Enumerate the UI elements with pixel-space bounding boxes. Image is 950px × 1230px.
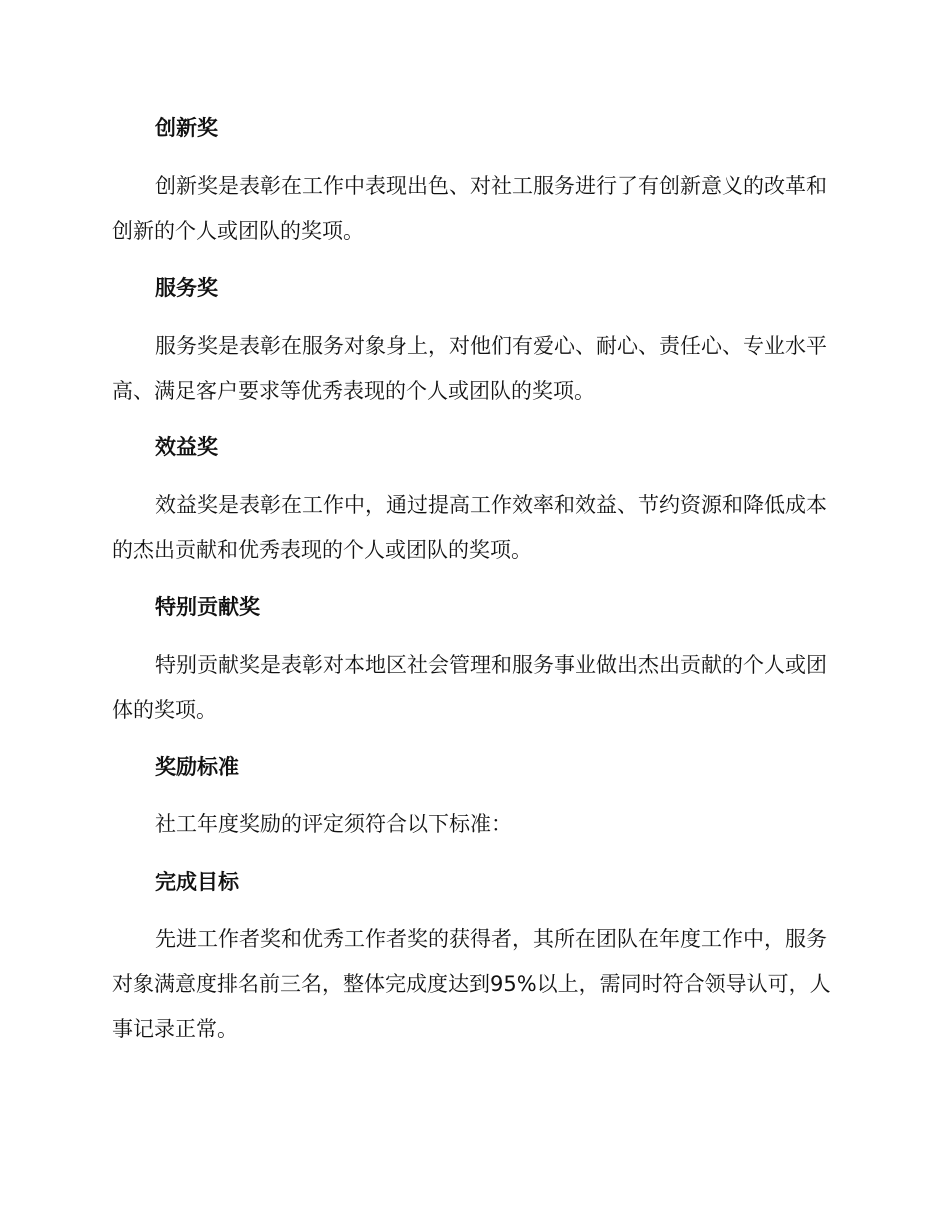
- section-paragraph-service-award: 服务奖是表彰在服务对象身上，对他们有爱心、耐心、责任心、专业水平高、满足客户要求等优秀表现的个人或团队的奖项。: [112, 334, 827, 403]
- section-heading-efficiency-award: 效益奖: [155, 435, 218, 459]
- section-heading-goal-completion: 完成目标: [155, 870, 239, 894]
- section-paragraph-award-criteria: 社工年度奖励的评定须符合以下标准：: [155, 812, 512, 836]
- section-heading-special-contribution-award: 特别贡献奖: [155, 595, 260, 619]
- section-heading-award-criteria: 奖励标准: [155, 755, 239, 779]
- section-heading-service-award: 服务奖: [155, 276, 218, 300]
- section-paragraph-goal-completion: 先进工作者奖和优秀工作者奖的获得者，其所在团队在年度工作中，服务对象满意度排名前三名，整体完成度达到95%以上，需同时符合领导认可，人事记录正常。: [112, 927, 831, 1041]
- section-paragraph-efficiency-award: 效益奖是表彰在工作中，通过提高工作效率和效益、节约资源和降低成本的杰出贡献和优秀表现的个人或团队的奖项。: [112, 493, 827, 562]
- section-paragraph-special-contribution-award: 特别贡献奖是表彰对本地区社会管理和服务事业做出杰出贡献的个人或团体的奖项。: [112, 653, 827, 722]
- section-paragraph-innovation-award: 创新奖是表彰在工作中表现出色、对社工服务进行了有创新意义的改革和创新的个人或团队的奖项。: [112, 174, 827, 243]
- section-heading-innovation-award: 创新奖: [155, 116, 218, 140]
